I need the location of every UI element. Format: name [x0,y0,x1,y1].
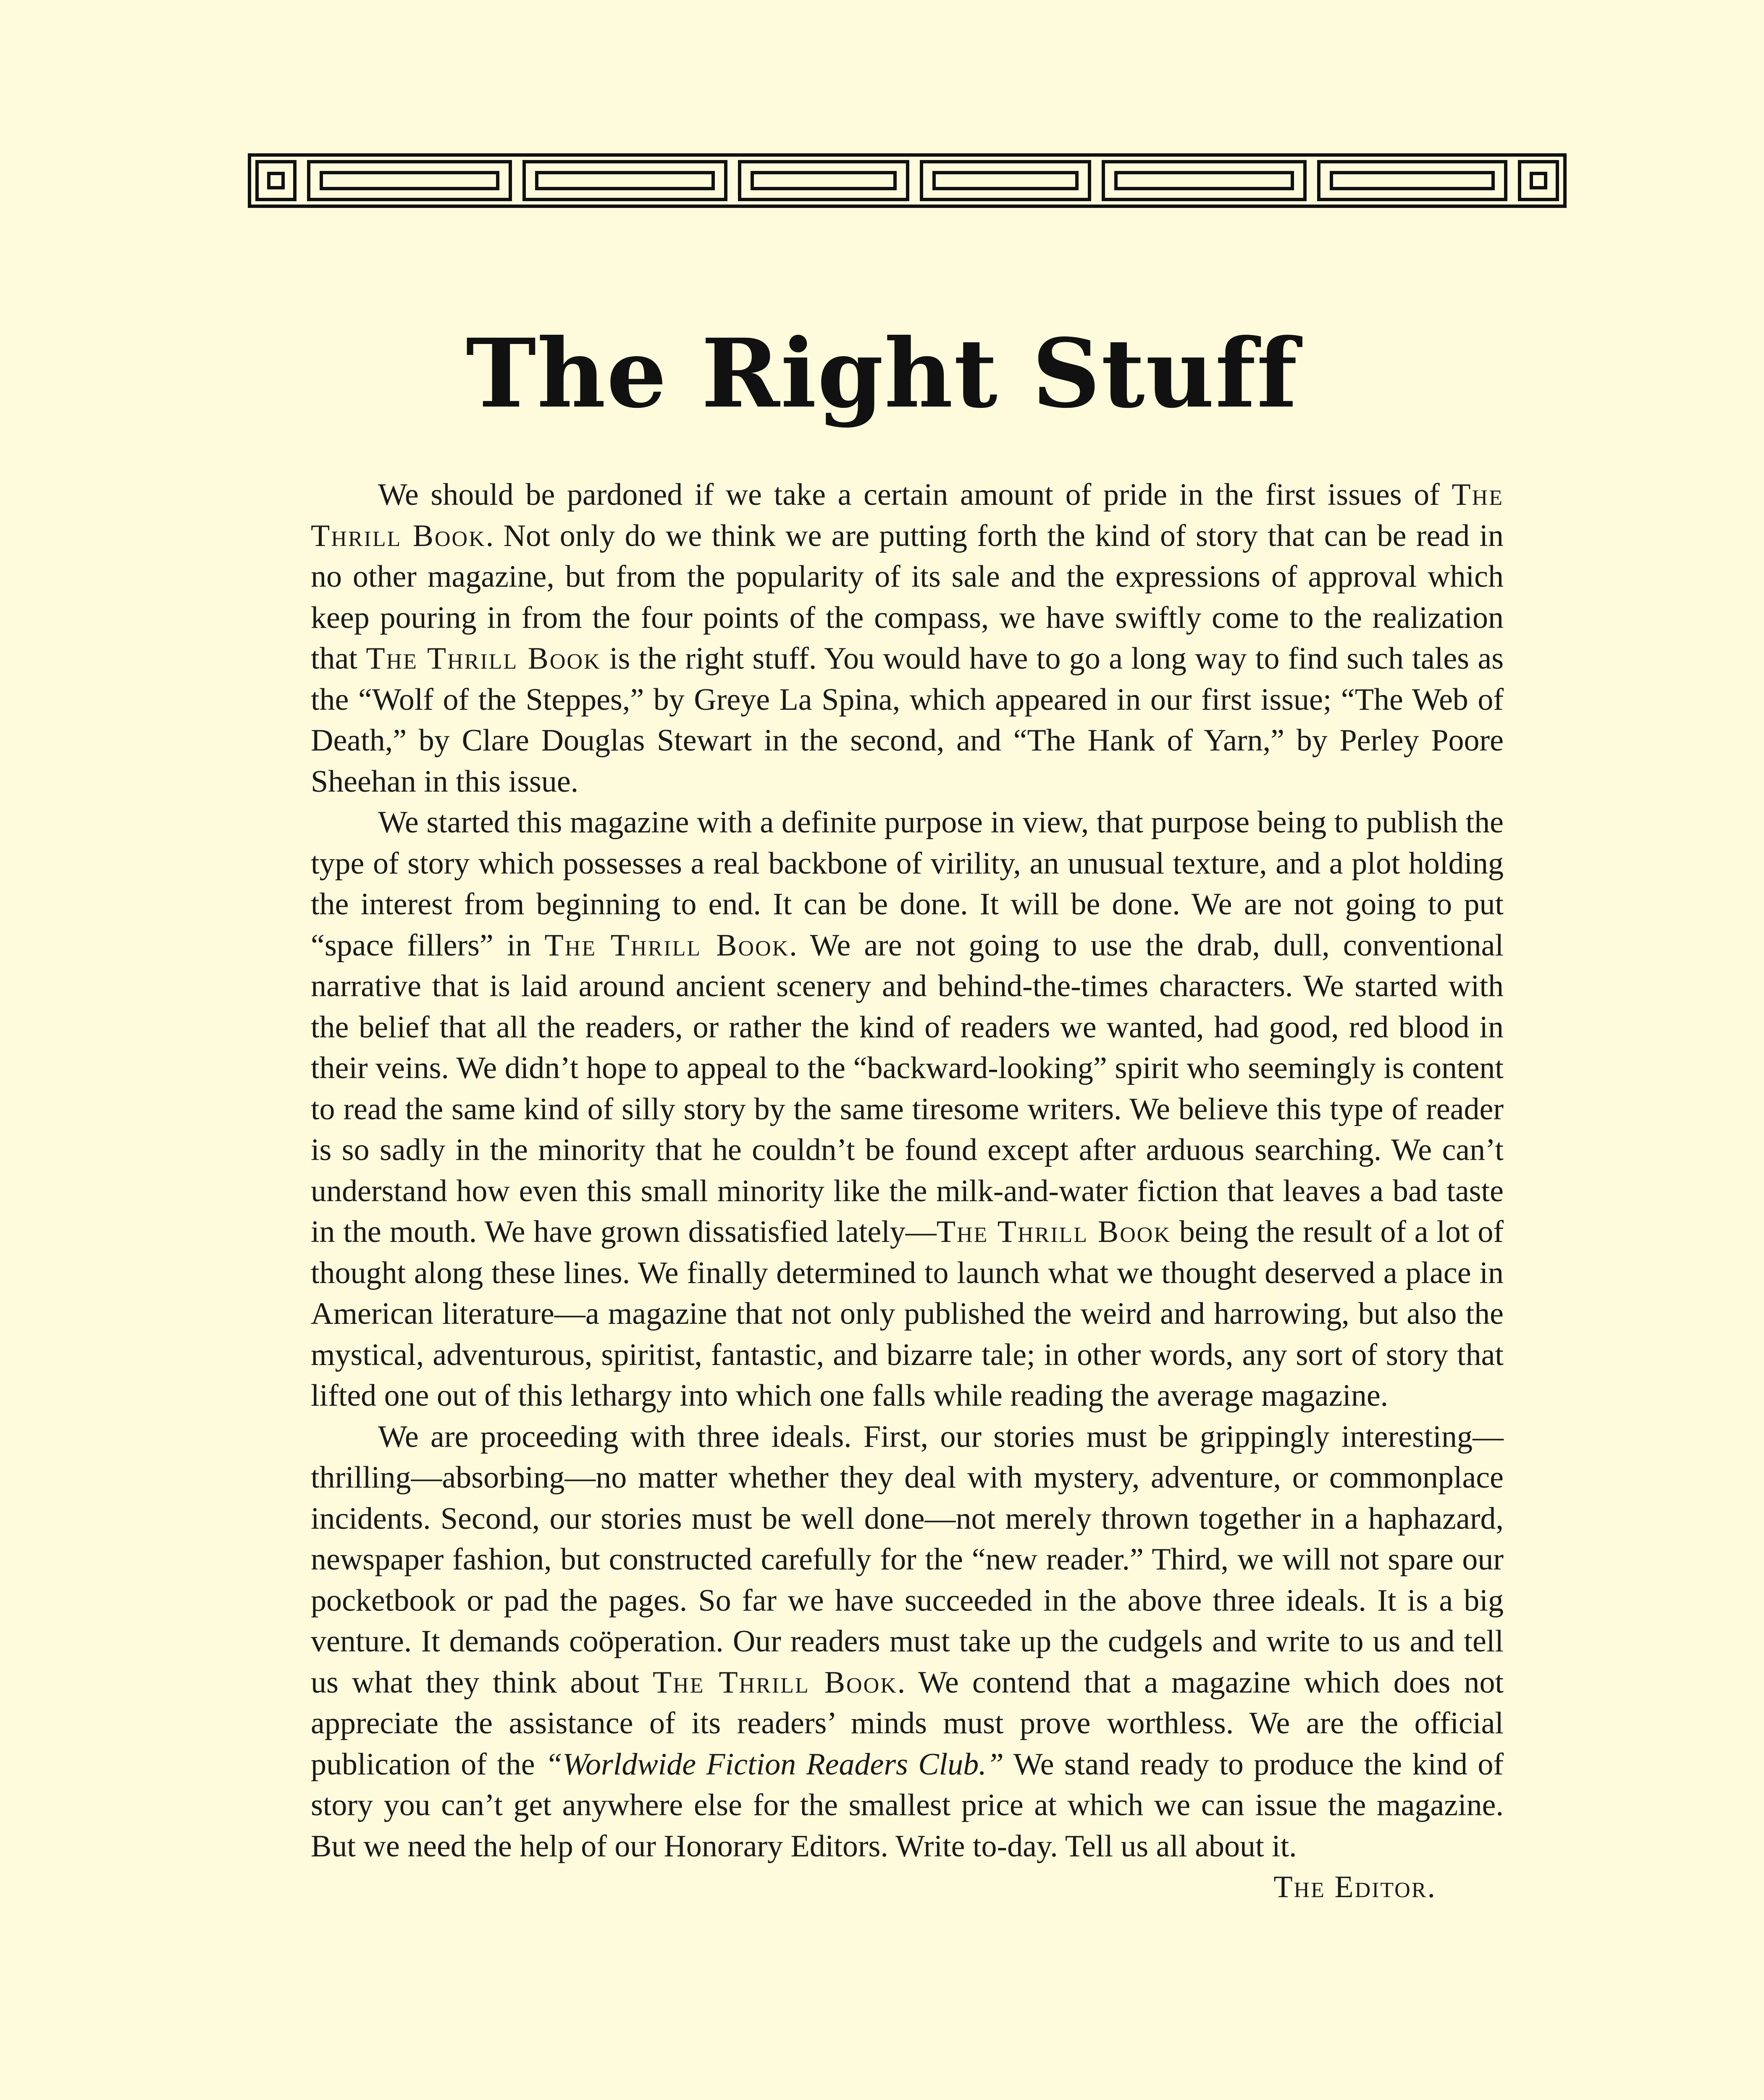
magazine-name: The Thrill Book [544,928,790,963]
decorative-border-top [248,153,1567,208]
paragraph-2: We started this magazine with a definite purpose in view, that purpose being to publish the type of story which possesses a real backbone of virility, an unusual texture, and a plot holding the interest from beginning to end. It can be done. It will be done. We are not going to put “space fillers” in The Thrill Book. We are not going to use the drab, dull, conventional narrative that is laid around ancient scenery and behind-the-times characters. We started with the belief that all the readers, or rather the kind of readers we wanted, had good, red blood in their veins. We didn’t hope to appeal to the “backward-looking” spirit who seemingly is content to read the same kind of silly story by the same tiresome writers. We believe this type of reader is so sadly in the minority that he couldn’t be found except after arduous searching. We can’t understand how even this small minority like the milk-and-water fiction that leaves a bad taste in the mouth. We have grown dissatisfied lately—The Thrill Book being the result of a lot of thought along these lines. We finally determined to launch what we thought deserved a place in American literature—a magazine that not only published the weird and harrowing, but also the mystical, adventurous, spiritist, fantastic, and bizarre tale; in other words, any sort of story that lifted one out of this lethargy into which one falls while reading the average magazine. [311,805,1504,1413]
paragraph-3: We are proceeding with three ideals. First, our stories must be grippingly interesting—thrilling—absorbing—no matter whether they deal with mystery, adventure, or commonplace incidents. Second, our stories must be well done—not merely thrown together in a haphazard, newspaper fashion, but constructed carefully for the “new reader.” Third, we will not spare our pocketbook or pad the pages. So far we have succeeded in the above three ideals. It is a big venture. It demands coöperation. Our readers must take up the cudgels and write to us and tell us what they think about The Thrill Book. We contend that a magazine which does not appreciate the assistance of its readers’ minds must prove worthless. We are the official publication of the “Worldwide Fiction Readers Club.” We stand ready to produce the kind of story you can’t get anywhere else for the smallest price at which we can issue the magazine. But we need the help of our Honorary Editors. Write to-day. Tell us all about it. [311,1419,1504,1864]
magazine-name: The Thrill Book [311,478,1504,553]
signoff-row [311,1867,1504,1908]
magazine-name: The Thrill Book [653,1665,898,1700]
club-name: “Worldwide Fiction Readers Club.” [545,1747,1004,1782]
greek-key-border-icon [248,153,1567,208]
page-title: The Right Stuff [466,318,1298,429]
magazine-name: The Thrill Book [366,641,601,676]
paragraph-1: We should be pardoned if we take a certain amount of pride in the first issues of The Thrill Book. Not only do we think we are putting forth the kind of story that can be read in no other magazine, but from the popularity of its sale and the expressions of approval which keep pouring in from the four points of the compass, we have swiftly come to the realization that The Thrill Book is the right stuff. You would have to go a long way to find such tales as the “Wolf of the Steppes,” by Greye La Spina, which appeared in our first issue; “The Web of Death,” by Clare Douglas Stewart in the second, and “The Hank of Yarn,” by Perley Poore Sheehan in this issue. [311,478,1504,799]
editor-signature: The Editor. [1273,1870,1436,1904]
editorial-body [311,475,1504,1908]
magazine-name: The Thrill Book [936,1215,1171,1249]
